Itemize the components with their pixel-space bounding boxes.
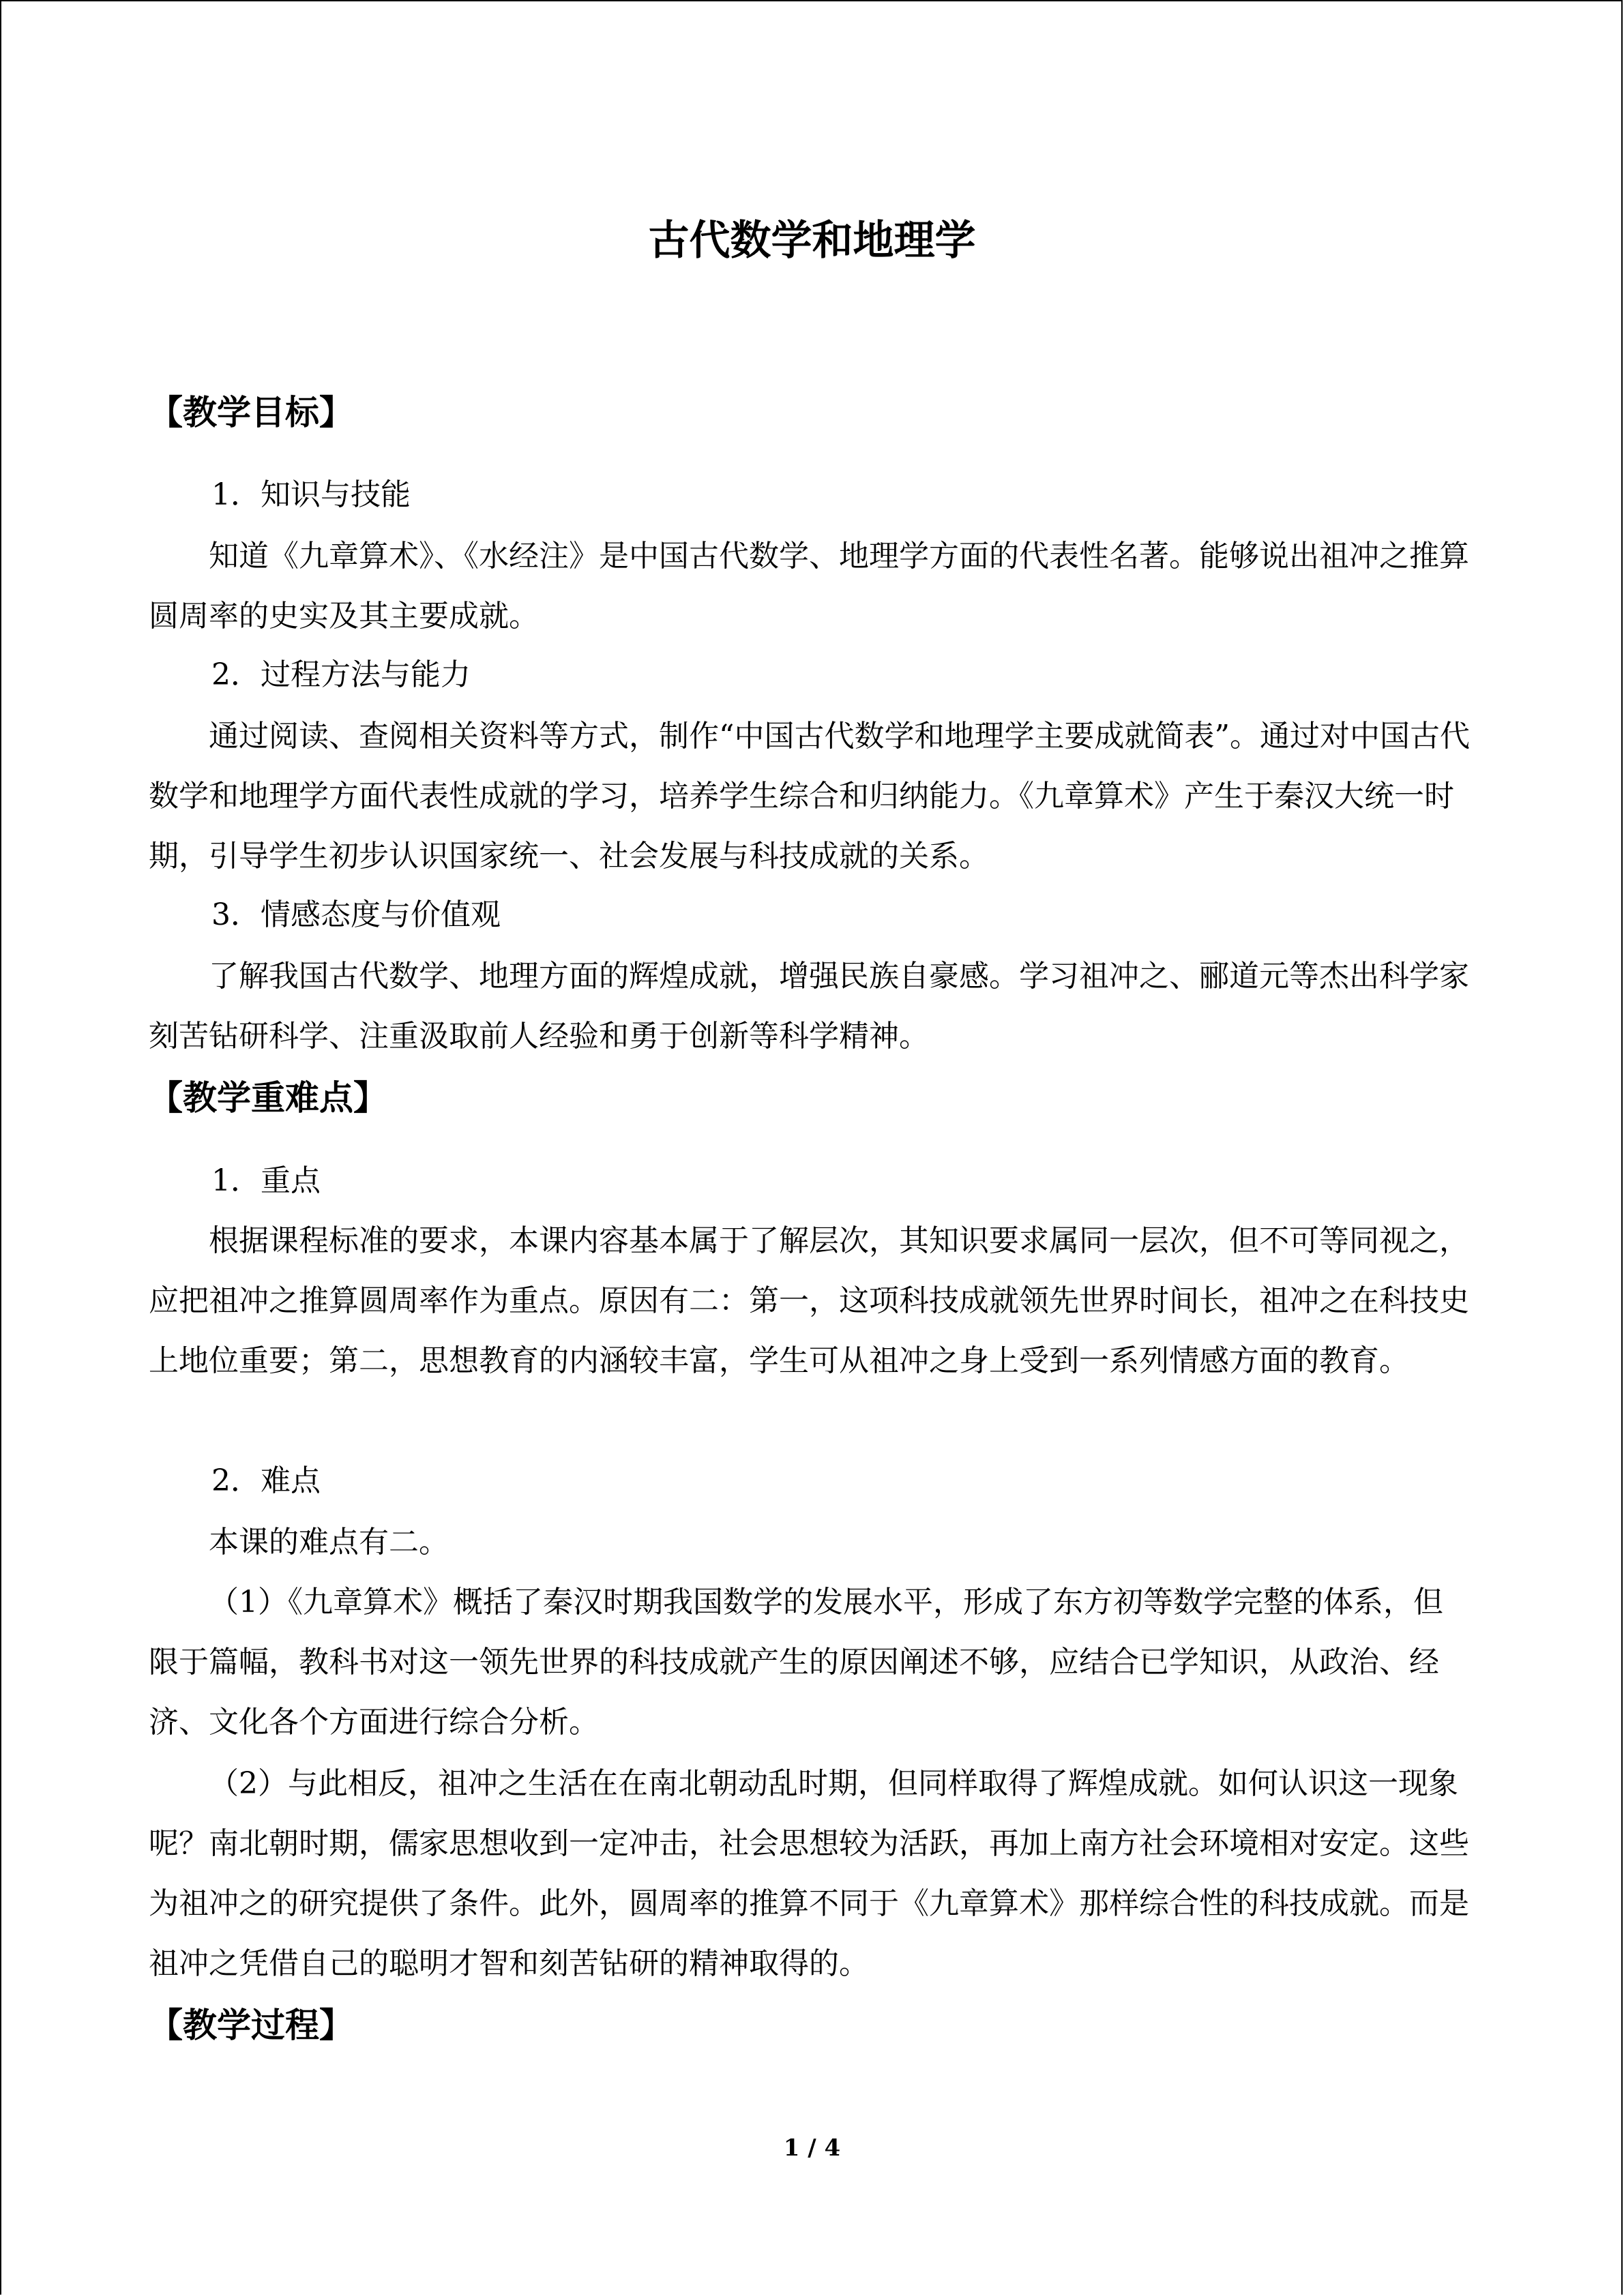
- paragraph-process-methods: 通过阅读、查阅相关资料等方式，制作“中国古代数学和地理学主要成就简表”。通过对中国古代数学和地理学方面代表性成就的学习，培养学生综合和归纳能力。《九章算术》产生于秦汉大统一时期，引导学生初步认识国家统一、社会发展与科技成就的关系。: [149, 719, 1470, 874]
- subheading-emotion-values: 3．情感态度与价值观: [211, 897, 501, 932]
- paragraph-difficulty-2: （2）与此相反，祖冲之生活在在南北朝动乱时期，但同样取得了辉煌成就。如何认识这一现象呢？南北朝时期，儒家思想收到一定冲击，社会思想较为活跃，再加上南方社会环境相对安定。这些为祖冲之的研究提供了条件。此外，圆周率的推算不同于《九章算术》那样综合性的科技成就。而是祖冲之凭借自己的聪明才智和刻苦钻研的精神取得的。: [149, 1766, 1469, 1981]
- paragraph-difficulty-1: （1）《九章算术》概括了秦汉时期我国数学的发展水平，形成了东方初等数学完整的体系，但限于篇幅，教科书对这一领先世界的科技成就产生的原因阐述不够，应结合已学知识，从政治、经济、文化各个方面进行综合分析。: [149, 1585, 1443, 1740]
- page-number: 1 / 4: [783, 2134, 841, 2162]
- paragraph-difficulty-intro: 本课的难点有二。: [209, 1525, 449, 1560]
- subheading-process-methods: 2．过程方法与能力: [211, 657, 471, 692]
- section-heading-objectives: 【教学目标】: [149, 393, 353, 432]
- paragraph-emotion-values: 了解我国古代数学、地理方面的辉煌成就，增强民族自豪感。学习祖冲之、郦道元等杰出科学家刻苦钻研科学、注重汲取前人经验和勇于创新等科学精神。: [149, 959, 1469, 1054]
- section-heading-process: 【教学过程】: [149, 2006, 353, 2045]
- section-heading-key-points: 【教学重难点】: [149, 1078, 387, 1118]
- subheading-knowledge-skills: 1．知识与技能: [211, 477, 411, 512]
- page-title: 古代数学和地理学: [648, 217, 976, 265]
- subheading-key-point: 1．重点: [211, 1163, 321, 1198]
- paragraph-key-point: 根据课程标准的要求，本课内容基本属于了解层次，其知识要求属同一层次，但不可等同视之，应把祖冲之推算圆周率作为重点。原因有二：第一，这项科技成就领先世界时间长，祖冲之在科技史上地位重要；第二，思想教育的内涵较丰富，学生可从祖冲之身上受到一系列情感方面的教育。: [149, 1223, 1469, 1378]
- subheading-difficulty: 2．难点: [211, 1463, 321, 1498]
- paragraph-knowledge-skills: 知道《九章算术》、《水经注》是中国古代数学、地理学方面的代表性名著。能够说出祖冲之推算圆周率的史实及其主要成就。: [149, 539, 1469, 633]
